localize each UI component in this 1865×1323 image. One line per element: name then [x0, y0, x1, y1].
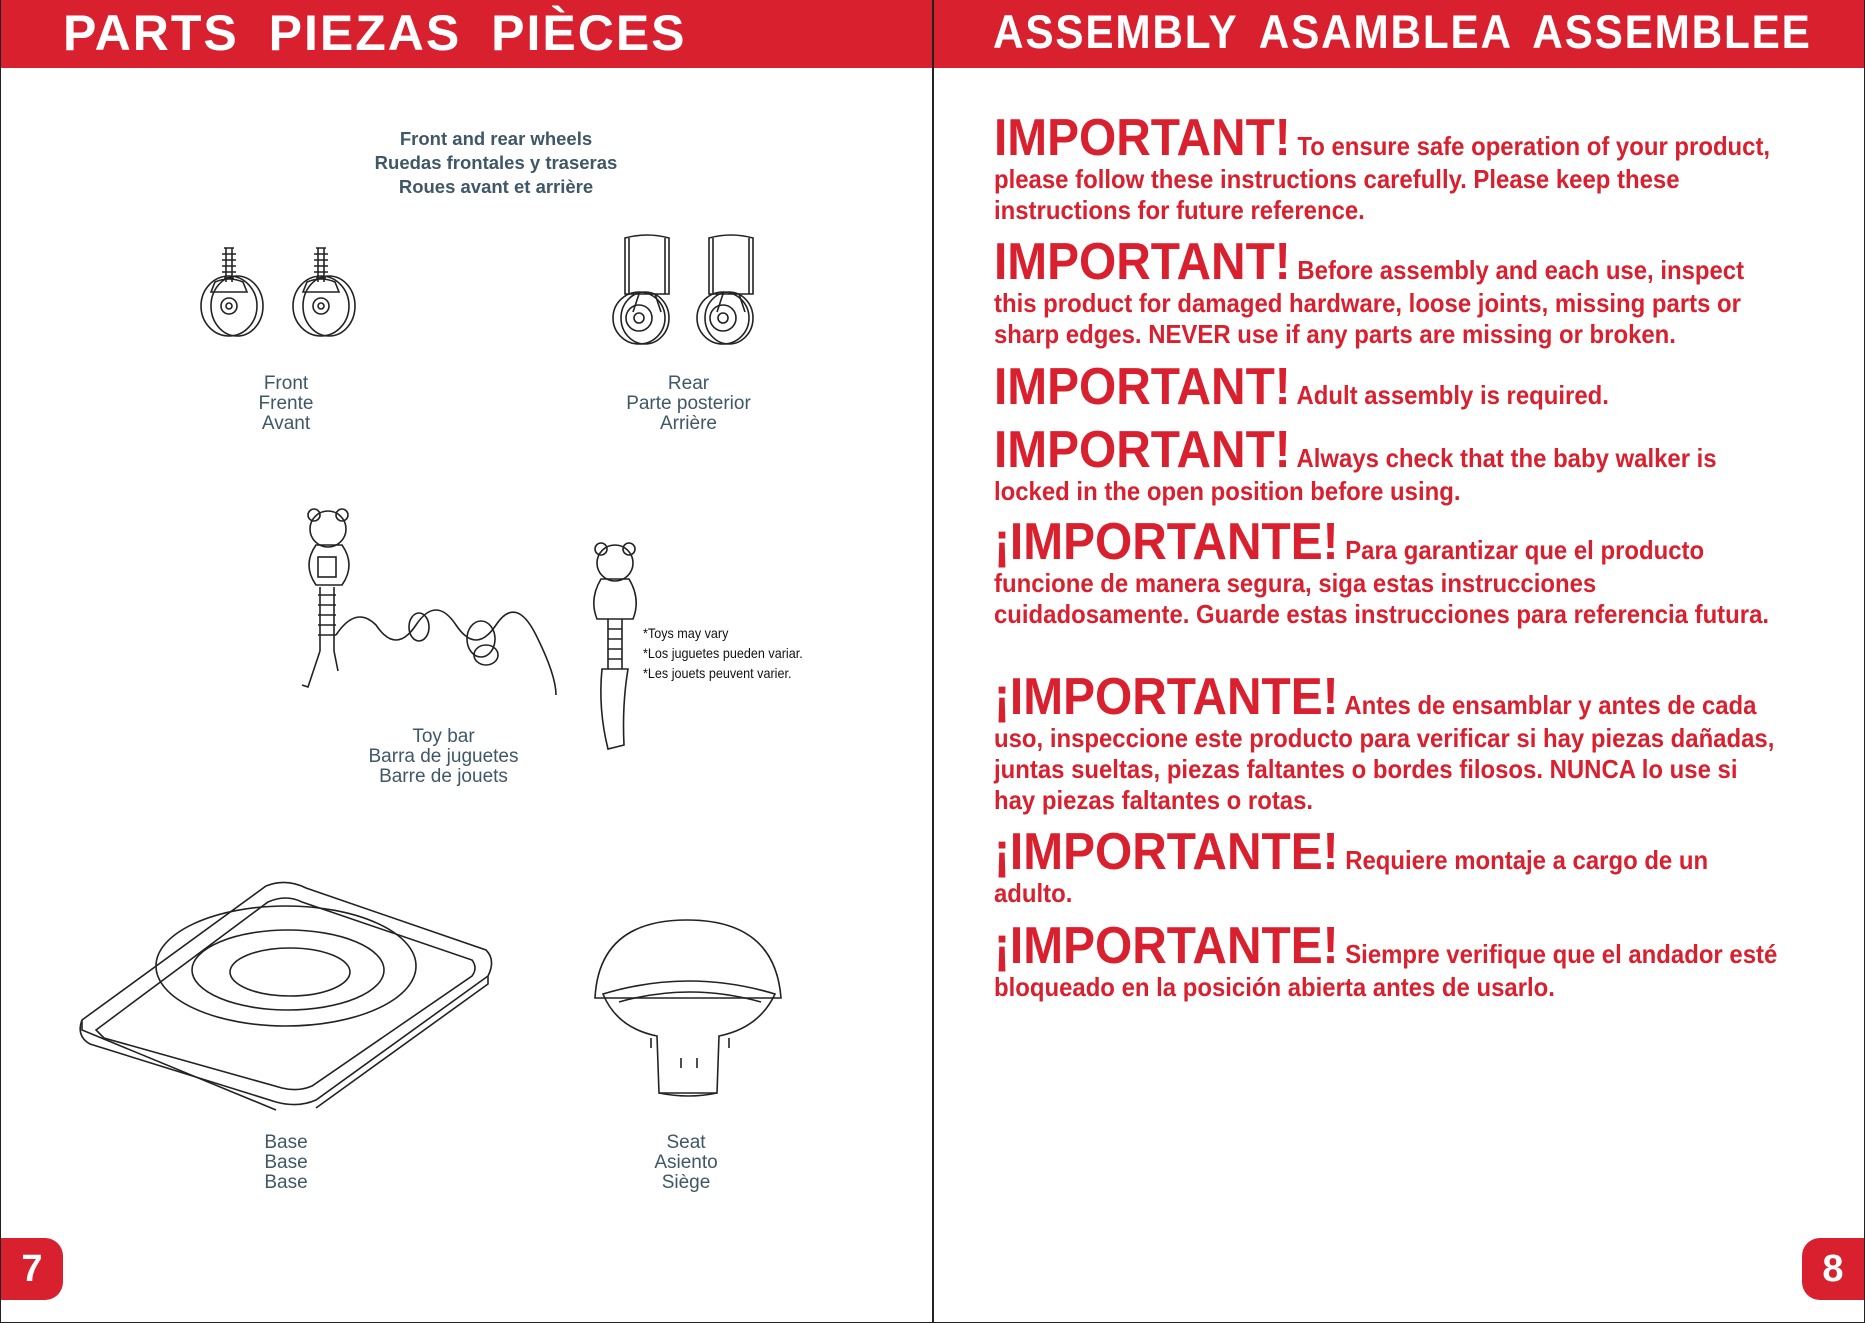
toy-bar-label: [341, 727, 546, 787]
base-fr: Base: [264, 1172, 308, 1193]
front-es: Frente: [258, 393, 314, 414]
notice-heading: IMPORTANT!: [994, 358, 1291, 416]
assembly-header-title: ASSEMBLY ASAMBLEA ASSEMBLEE: [993, 5, 1812, 58]
toy-note-en: *Toys may vary: [643, 625, 729, 641]
notice-3: [994, 358, 1785, 416]
seat-label: [611, 1133, 761, 1193]
title-es: Ruedas frontales y traseras: [374, 152, 618, 173]
notice-heading: ¡IMPORTANTE!: [994, 823, 1339, 881]
front-wheels-illustration: [191, 240, 391, 360]
notice-1: [994, 109, 1785, 226]
front-en: Front: [263, 373, 309, 394]
seat-illustration: [589, 918, 789, 1103]
parts-page: [0, 0, 932, 1323]
notice-7: [994, 823, 1785, 909]
front-wheel-label: [211, 374, 361, 434]
base-en: Base: [264, 1132, 308, 1153]
notice-heading: IMPORTANT!: [994, 233, 1291, 291]
toys-may-vary-note: [643, 623, 803, 683]
seat-fr: Siège: [661, 1172, 711, 1193]
rear-wheel-label: [601, 374, 776, 434]
front-fr: Avant: [261, 413, 311, 434]
assembly-page: [932, 0, 1865, 1323]
notice-6: [994, 668, 1785, 816]
notice-8: [994, 917, 1785, 1003]
assembly-header-bar: [934, 0, 1864, 68]
parts-header-title: PARTS PIEZAS PIÈCES: [63, 5, 687, 61]
toy-note-fr: *Les jouets peuvent varier.: [643, 665, 792, 681]
notice-heading: ¡IMPORTANTE!: [994, 513, 1339, 571]
base-es: Base: [264, 1152, 308, 1173]
parts-header-bar: [1, 0, 932, 68]
wheels-section-title: [331, 127, 661, 199]
notice-text: Before assembly and each use, inspect this product for damaged hardware, loose joints, missing parts or sharp edges. NEVER use if any parts are missing or broken.: [994, 255, 1745, 349]
notice-text: Adult assembly is required.: [1290, 380, 1609, 410]
page-number-badge: 7: [1, 1238, 63, 1300]
toybar-fr: Barre de jouets: [379, 766, 508, 787]
base-label: [211, 1133, 361, 1193]
base-illustration: [76, 880, 496, 1110]
title-en: Front and rear wheels: [399, 128, 593, 149]
notice-heading: IMPORTANT!: [994, 421, 1291, 479]
rear-wheels-illustration: [601, 232, 776, 362]
toy-bar-illustration: [286, 505, 641, 760]
toybar-en: Toy bar: [412, 726, 475, 747]
rear-fr: Arrière: [659, 413, 717, 434]
page-number-badge: 8: [1802, 1238, 1864, 1300]
notice-text: Always check that the baby walker is locked in the open position before using.: [994, 443, 1717, 506]
title-fr: Roues avant et arrière: [398, 176, 594, 197]
notice-text: To ensure safe operation of your product, please follow these instructions carefully. Please keep these instructions for future reference.: [994, 131, 1771, 225]
notice-heading: IMPORTANT!: [994, 109, 1291, 167]
notice-2: [994, 233, 1785, 350]
seat-es: Asiento: [654, 1152, 718, 1173]
rear-en: Rear: [667, 373, 710, 394]
notice-4: [994, 421, 1785, 507]
toybar-es: Barra de juguetes: [368, 746, 519, 767]
seat-en: Seat: [666, 1132, 706, 1153]
notice-text: Siempre verifique que el andador esté bloqueado en la posición abierta antes de usarlo.: [994, 939, 1778, 1002]
notice-heading: ¡IMPORTANTE!: [994, 917, 1339, 975]
notice-text: Requiere montaje a cargo de un adulto.: [994, 845, 1709, 908]
notice-text: Para garantizar que el producto funcione de manera segura, siga estas instrucciones cuidadosamente. Guarde estas instrucciones para referencia futura.: [994, 535, 1770, 629]
notice-heading: ¡IMPORTANTE!: [994, 668, 1339, 726]
notice-text: Antes de ensamblar y antes de cada uso, inspeccione este producto para verificar si hay piezas dañadas, juntas sueltas, piezas faltantes o bordes filosos. NUNCA lo use si hay piezas faltantes o rotas.: [994, 690, 1775, 815]
toy-note-es: *Los juguetes pueden variar.: [643, 645, 803, 661]
notice-5: [994, 513, 1785, 630]
rear-es: Parte posterior: [626, 393, 751, 414]
